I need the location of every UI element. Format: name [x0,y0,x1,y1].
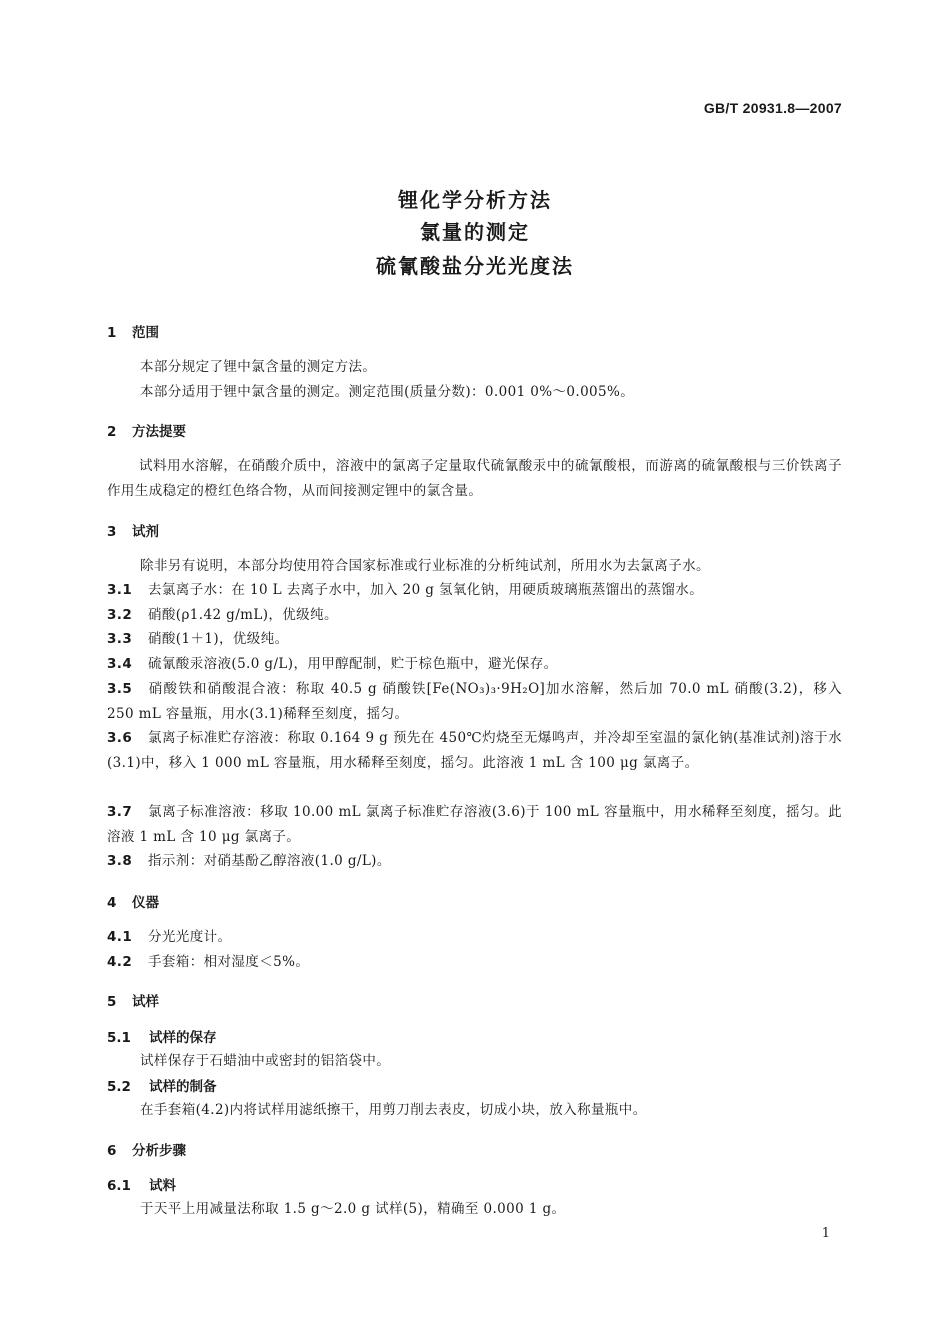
section-number: 4 [107,895,117,911]
subsection-title: 试样的制备 [149,1079,217,1095]
standard-number: GB/T 20931.8—2007 [703,100,842,116]
section-title: 分析步骤 [132,1143,186,1159]
instrument-item-4-1 [107,925,842,950]
section-1-paragraph-1: 本部分规定了锂中氯含量的测定方法。 [140,359,377,375]
item-number: 3.5 [107,681,133,697]
item-text: 去氯离子水：在 10 L 去离子水中，加入 20 g 氢氧化钠，用硬质玻璃瓶蒸馏出的蒸馏水。 [148,582,704,598]
section-number: 5 [107,994,117,1010]
item-text: 指示剂：对硝基酚乙醇溶液(1.0 g/L)。 [148,853,391,869]
item-number: 3.7 [107,804,133,820]
reagent-item-3-3 [107,627,842,652]
subsection-number: 5.2 [107,1079,131,1095]
item-number: 3.1 [107,582,133,598]
subsection-title: 试样的保存 [149,1030,217,1046]
reagent-item-3-5 [107,677,842,726]
section-number: 3 [107,524,117,540]
section-1-heading [107,321,159,341]
section-3-paragraph: 除非另有说明，本部分均使用符合国家标准或行业标准的分析纯试剂，所用水为去氯离子水。 [140,558,710,574]
item-text: 分光光度计。 [148,929,232,945]
subsection-5-1-text: 试样保存于石蜡油中或密封的铝箔袋中。 [140,1053,391,1069]
document-title-line-2: 氯量的测定 [420,220,530,244]
item-number: 4.1 [107,929,133,945]
section-2-heading [107,420,186,440]
section-title: 试样 [132,994,159,1010]
section-2-paragraph: 试料用水溶解，在硝酸介质中，溶液中的氯离子定量取代硫氰酸汞中的硫氰酸根，而游离的硫氰酸根与三价铁离子作用生成稳定的橙红色络合物，从而间接测定锂中的氯含量。 [107,458,842,499]
reagent-item-3-1 [107,578,842,603]
item-number: 3.2 [107,607,133,623]
item-number: 3.4 [107,656,133,672]
item-text: 硝酸(ρ1.42 g/mL)，优级纯。 [148,607,338,623]
subsection-5-1-heading [107,1026,217,1047]
reagent-item-3-7 [107,800,842,849]
document-title-line-3: 硫氰酸盐分光光度法 [376,254,574,278]
section-number: 1 [107,325,117,341]
item-number: 3.8 [107,853,133,869]
reagent-item-3-4 [107,652,842,677]
section-title: 方法提要 [132,424,186,440]
item-number: 3.3 [107,631,133,647]
section-5-heading [107,990,159,1010]
subsection-6-1-heading [107,1174,176,1195]
reagent-item-3-6 [107,726,842,775]
reagent-item-3-2 [107,603,842,628]
item-number: 3.6 [107,730,133,746]
subsection-5-2-text: 在手套箱(4.2)内将试样用滤纸擦干，用剪刀削去表皮，切成小块，放入称量瓶中。 [140,1102,647,1118]
item-text: 硝酸(1＋1)，优级纯。 [148,631,289,647]
item-text: 氯离子标准溶液：移取 10.00 mL 氯离子标准贮存溶液(3.6)于 100 mL 容量瓶中，用水稀释至刻度，摇匀。此溶液 1 mL 含 10 μg 氯离子。 [107,804,842,845]
item-text: 硫氰酸汞溶液(5.0 g/L)，用甲醇配制，贮于棕色瓶中，避光保存。 [148,656,558,672]
item-text: 手套箱：相对湿度＜5%。 [148,954,310,970]
section-1-paragraph-2: 本部分适用于锂中氯含量的测定。测定范围(质量分数)：0.001 0%～0.005%。 [140,384,635,400]
section-title: 试剂 [132,524,159,540]
section-6-heading [107,1139,186,1159]
subsection-number: 5.1 [107,1030,131,1046]
document-title-line-1: 锂化学分析方法 [398,188,552,212]
reagent-item-3-8 [107,849,842,874]
item-text: 氯离子标准贮存溶液：称取 0.164 9 g 预先在 450℃灼烧至无爆鸣声，并冷却至室温的氯化钠(基准试剂)溶于水(3.1)中，移入 1 000 mL 容量瓶，用水稀释至刻度，摇匀。此溶液 1 mL 含 100 μg 氯离子。 [107,730,842,771]
section-3-heading [107,520,159,540]
section-title: 仪器 [132,895,159,911]
page-number: 1 [821,1226,830,1241]
section-number: 6 [107,1143,117,1159]
section-4-heading [107,891,159,911]
subsection-6-1-text: 于天平上用减量法称取 1.5 g～2.0 g 试样(5)，精确至 0.000 1 g。 [140,1201,566,1217]
item-number: 4.2 [107,954,133,970]
section-title: 范围 [132,325,159,341]
subsection-5-2-heading [107,1075,217,1096]
subsection-title: 试料 [149,1178,176,1194]
item-text: 硝酸铁和硝酸混合液：称取 40.5 g 硝酸铁[Fe(NO₃)₃·9H₂O]加水溶解，然后加 70.0 mL 硝酸(3.2)，移入 250 mL 容量瓶，用水(3.1)稀释至刻度，摇匀。 [107,681,842,722]
instrument-item-4-2 [107,950,842,975]
section-number: 2 [107,424,117,440]
subsection-number: 6.1 [107,1178,131,1194]
